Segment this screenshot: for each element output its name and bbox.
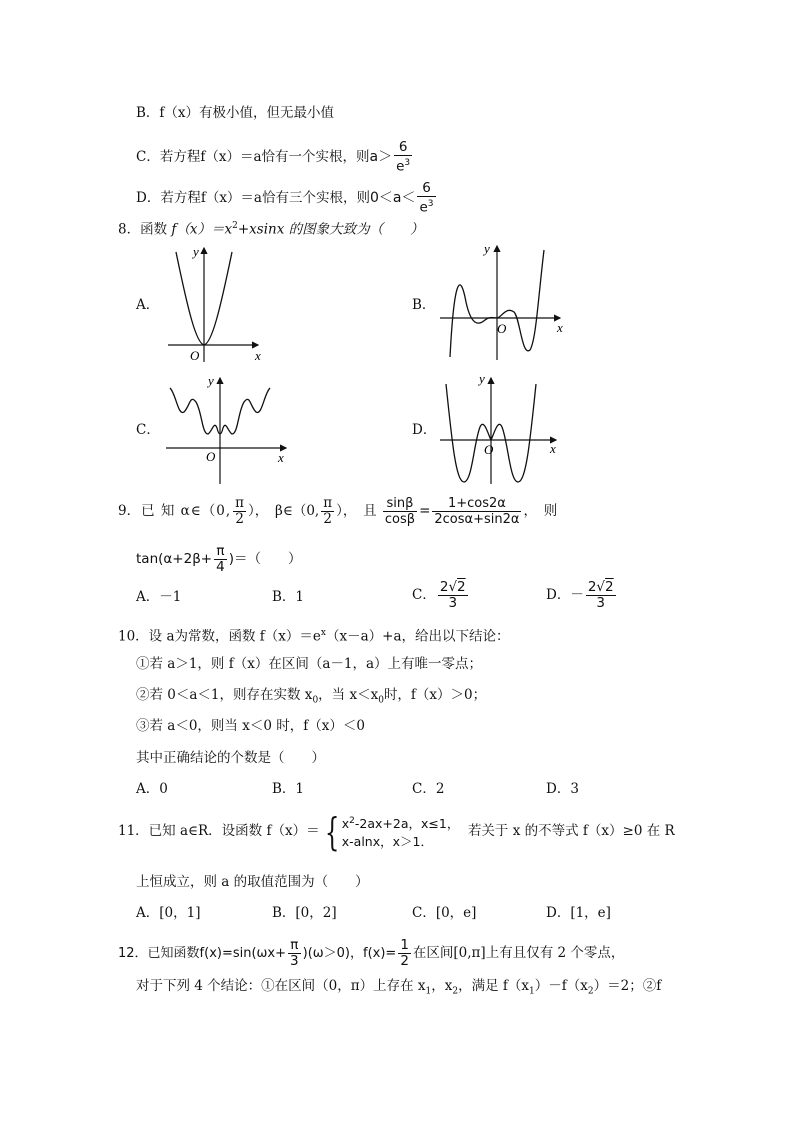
q12-stem: 12．已知函数f(x)=sin(ωx+ $\frac{\pi}{3}$ )(ω＞0)，f(x)= $\frac{1}{2}$ 在区间[0,π]上有且仅有 2 个零点， <box>118 937 625 969</box>
q7-option-b: B．f（x）有极小值，但无最小值 <box>136 105 335 121</box>
fraction-1-over-2: $\frac{1}{2}$ <box>400 937 409 969</box>
q10-option-b: B．1 <box>272 781 305 797</box>
axis-label-y: y <box>479 371 485 386</box>
axis-label-x: x <box>557 320 563 335</box>
q10-conclusion-1: ①若 a＞1，则 f（x）在区间（a－1，a）上有唯一零点； <box>136 656 483 672</box>
q12-line2: 对于下列 4 个结论：①在区间（0，π）上存在 $x_1$，$x_2$，满足 $f(x_1)-f(x_2)=2$；②f <box>136 978 662 997</box>
q11-option-a: A．[0，1] <box>136 905 201 921</box>
fraction-2sqrt2-over-3: $\frac{2√2}{3}$ <box>439 579 466 611</box>
q9-line2: tan(α+2β+ $\frac{\pi}{4}$ )＝（ ） <box>136 543 302 575</box>
q10-stem: 10．设 a为常数，函数 $f(x)=e^x(x-a)+a$，给出以下结论： <box>118 628 510 645</box>
q8-label-c: C． <box>136 422 160 438</box>
axis-label-x: x <box>255 348 261 363</box>
axis-label-x: x <box>550 441 556 456</box>
q11-stem: 11．已知 a∈R．设函数 f（x）＝ { $x^2-2ax+2a$，x≤1， x-alnx，x＞1． 若关于 x 的不等式 f（x）≥0 在 R <box>118 809 675 854</box>
fraction-pi-over-2: $\frac{\pi}{2}$ <box>235 495 245 527</box>
q8-label-a: A． <box>136 297 160 313</box>
origin-label: O <box>497 321 507 336</box>
origin-label: O <box>206 449 216 464</box>
q7-option-d: D．若方程f（x）＝a恰有三个实根，则0＜a＜ $\frac{6}{e^3}$ <box>136 180 434 216</box>
fraction-pi-over-3: $\frac{\pi}{3}$ <box>290 937 299 969</box>
axis-label-x: x <box>278 450 284 465</box>
q9-option-c: C． $\frac{2√2}{3}$ <box>412 579 466 611</box>
q9-option-a: A．－1 <box>136 589 182 605</box>
q9-option-d: D．－ $\frac{2√2}{3}$ <box>546 579 614 611</box>
origin-label: O <box>484 442 494 457</box>
q10-conclusion-2: ②若 0＜a＜1，则存在实数 $x_0$，当 $x<x_0$时，f（x）＞0； <box>136 687 487 706</box>
axis-label-y: y <box>208 373 214 388</box>
q11-option-b: B．[0，2] <box>272 905 337 921</box>
fraction-rhs: $\frac{1+\cos 2\alpha}{2\cos\alpha+\sin 2\alpha}$ <box>434 496 520 527</box>
fraction-sinb-over-cosb: $\frac{\sin\beta}{\cos\beta}$ <box>384 496 416 527</box>
q10-option-a: A．0 <box>136 781 168 797</box>
axis-label-y: y <box>484 241 490 256</box>
origin-label: O <box>190 348 200 363</box>
graph-option-d <box>438 372 568 487</box>
q10-conclusion-3: ③若 a＜0，则当 x＜0 时，f（x）＜0 <box>136 718 365 734</box>
graph-option-c <box>160 372 295 487</box>
q7-option-c: C．若方程f（x）＝a恰有一个实根，则a＞ $\frac{6}{e^3}$ <box>136 139 411 175</box>
q10-option-c: C．2 <box>412 781 445 797</box>
graph-option-b <box>438 240 573 365</box>
q8-label-b: B． <box>412 297 436 313</box>
q10-question: 其中正确结论的个数是（ ） <box>136 750 325 766</box>
q11-option-d: D．[1，e] <box>546 905 611 921</box>
axis-label-y: y <box>193 244 199 259</box>
graph-option-a <box>160 240 270 365</box>
piecewise-cases: $x^2-2ax+2a$，x≤1， x-alnx，x＞1． <box>341 816 460 849</box>
fraction-2sqrt2-over-3: $\frac{2√2}{3}$ <box>587 579 614 611</box>
q11-line2: 上恒成立，则 a 的取值范围为（ ） <box>136 874 369 890</box>
q10-option-d: D．3 <box>546 781 579 797</box>
fraction-pi-over-4: $\frac{\pi}{4}$ <box>216 543 225 575</box>
fraction-6-over-e3: $\frac{6}{e^3}$ <box>419 180 434 216</box>
q8-stem: 8．函数 $f(x)=x^2+xsinx$ 的图象大致为（ ） <box>118 221 424 238</box>
q9-option-b: B．1 <box>272 589 305 605</box>
q8-label-d: D． <box>412 422 437 438</box>
q9-stem: 9．已 知 α∈（0, $\frac{\pi}{2}$ ）， β∈（0, $\frac{\pi}{2}$ ）， 且 $\frac{\sin\beta}{\cos\beta}$ = $\frac{1+\cos 2\alpha}{2\cos\alpha+\sin 2\alpha}$ ， 则 <box>118 495 558 527</box>
fraction-pi-over-2: $\frac{\pi}{2}$ <box>323 495 333 527</box>
fraction-6-over-e3: $\frac{6}{e^3}$ <box>396 139 411 175</box>
q11-option-c: C．[0，e] <box>412 905 477 921</box>
left-brace: { <box>324 809 339 854</box>
